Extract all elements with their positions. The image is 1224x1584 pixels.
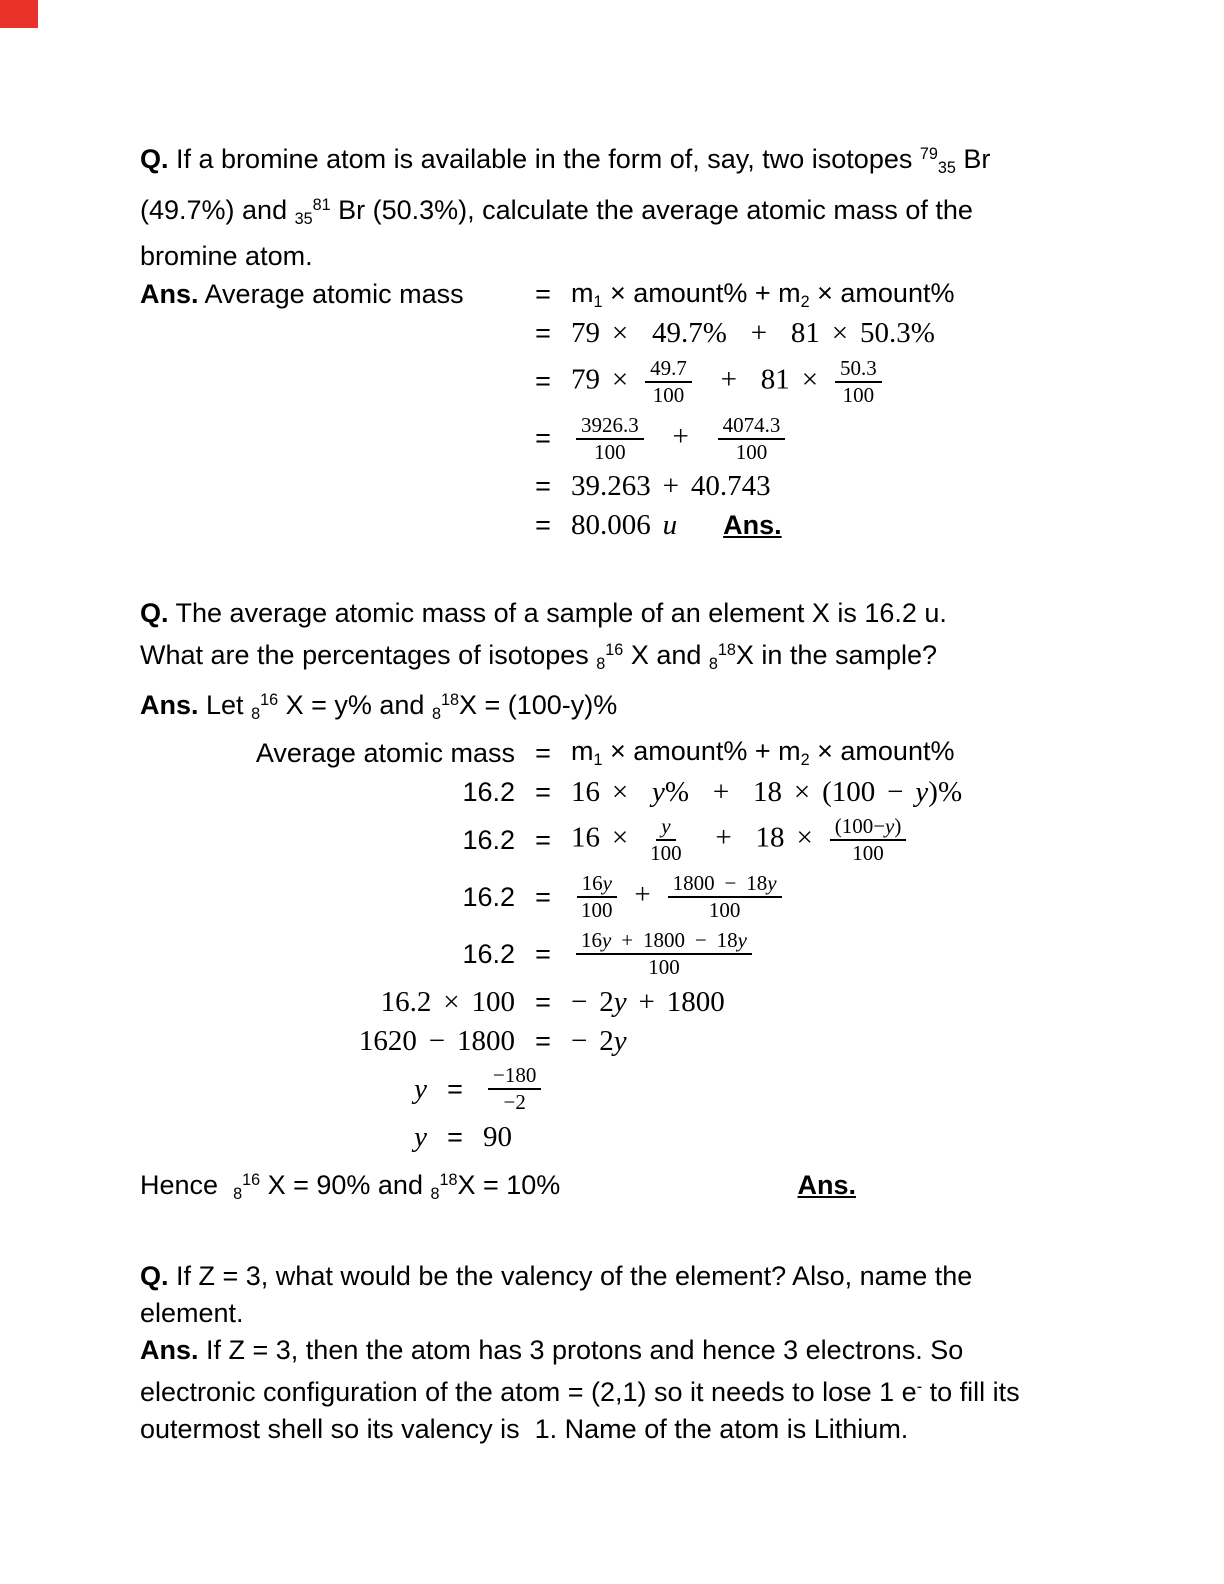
equation-row	[140, 276, 1105, 314]
supscript: 16	[605, 640, 624, 659]
answer-line: Ans. If Z = 3, then the atom has 3 protons and hence 3 electrons. So	[140, 1334, 964, 1365]
math-variable: y	[613, 1024, 627, 1057]
ans-label: Ans.	[797, 1169, 856, 1200]
equation-row	[140, 812, 1105, 868]
corner-marker	[0, 0, 38, 28]
subscript: 35	[937, 158, 956, 177]
equation-lhs	[52, 1073, 427, 1106]
equals-sign: =	[447, 1121, 463, 1152]
bold-text: Q.	[140, 1260, 169, 1291]
equation-rhs: 90	[483, 1120, 512, 1153]
equals-sign: =	[535, 737, 551, 768]
equals-sign: =	[535, 881, 551, 912]
fraction	[576, 413, 644, 465]
conclusion-text: Hence $_8^{16}$ X = 90% and $_8^{18}$X = 10%	[140, 1169, 561, 1203]
equation-lhs: 16.2	[462, 938, 515, 969]
denominator: 100	[650, 841, 682, 866]
equation-lhs: 1620 − 1800	[358, 1024, 515, 1057]
equation-rhs: 79 × 49.7% + 81 × 50.3%	[571, 317, 935, 350]
fraction	[718, 413, 786, 465]
fraction	[835, 356, 882, 408]
bold-text: Ans.	[140, 279, 199, 310]
supscript: 16	[242, 1171, 261, 1190]
question-line: Q. If Z = 3, what would be the valency of the element? Also, name the	[140, 1260, 973, 1291]
subscript: 8	[251, 705, 261, 724]
supscript: 18	[440, 691, 459, 710]
question-line: What are the percentages of isotopes $_8^{16}$ X and $_8^{18}$X in the sample?	[140, 639, 938, 673]
math-variable: y	[661, 814, 671, 839]
equation-rhs: $\frac{16y}{100}$ + $\frac{1800 - 18y}{100}$	[571, 869, 1105, 925]
section-q1	[140, 136, 1105, 545]
fraction	[488, 1063, 541, 1115]
subscript: 8	[233, 1184, 243, 1203]
fraction	[668, 871, 782, 923]
question-line: bromine atom.	[140, 240, 313, 271]
equation-lhs: 16.2	[462, 776, 515, 807]
numerator	[656, 814, 675, 841]
equation-rhs: − 2y + 1800	[571, 985, 725, 1018]
bold-text: Ans.	[140, 690, 199, 721]
subscript: 2	[800, 292, 810, 311]
equation-rhs: 16 × $\frac{y}{100}$ + 18 × $\frac{(100-y)}{100}$	[571, 812, 1105, 868]
equation-rhs: − 2y	[571, 1024, 627, 1057]
equals-sign: =	[535, 318, 551, 349]
supscript: 81	[312, 195, 331, 214]
equation-lhs: 16.2	[462, 881, 515, 912]
equation-row	[140, 869, 1105, 925]
equation-row	[140, 468, 1105, 506]
numerator: 1800 − 18y	[668, 871, 782, 898]
equation-row	[140, 773, 1105, 811]
equation-rhs	[483, 1061, 1017, 1117]
fraction	[830, 814, 907, 866]
supscript: -	[916, 1377, 923, 1396]
numerator: −180	[488, 1063, 541, 1090]
equals-sign: =	[535, 279, 551, 310]
equation-lhs: Ans. Average atomic mass	[140, 279, 464, 310]
supscript: 79	[919, 145, 938, 163]
conclusion-line	[140, 1160, 856, 1214]
equation-row	[52, 1061, 1017, 1117]
math-variable: y	[767, 871, 777, 896]
section-q3	[140, 1258, 1105, 1448]
math-variable: y	[414, 1120, 427, 1153]
equation-lhs	[52, 1121, 427, 1154]
equation-lhs: Average atomic mass	[255, 737, 515, 768]
denominator: 100	[735, 439, 768, 464]
equation-rhs: 39.263 + 40.743	[571, 470, 771, 503]
equation-lhs: 16.2	[462, 824, 515, 855]
equation-row	[140, 354, 1105, 410]
equation-row	[140, 926, 1105, 982]
numerator: 4074.3	[718, 413, 786, 440]
math-variable: y	[414, 1072, 427, 1105]
answer-line: Ans. Let $_8^{16}$ X = y% and $_8^{18}$X = (100-y)%	[140, 690, 618, 724]
numerator: 49.7	[645, 356, 692, 383]
question-line: Q. The average atomic mass of a sample of an element X is 16.2 u.	[140, 597, 947, 628]
equation-lhs: 16.2 × 100	[380, 985, 515, 1018]
equation-row	[140, 734, 1105, 772]
denominator: 100	[594, 439, 626, 464]
answer-line: outermost shell so its valency is 1. Name of the atom is Lithium.	[140, 1413, 909, 1444]
equals-sign: =	[535, 938, 551, 969]
equals-sign: =	[535, 366, 551, 397]
equals-sign: =	[535, 423, 551, 454]
math-variable: y	[652, 775, 665, 808]
equation-row	[140, 983, 1105, 1021]
math-variable: u	[662, 509, 678, 542]
subscript: 35	[294, 209, 313, 228]
document-content	[140, 136, 1105, 1448]
subscript: 8	[430, 1184, 440, 1203]
numerator: (100−y)	[830, 814, 907, 841]
supscript: 18	[717, 640, 736, 659]
numerator: 16y	[577, 871, 617, 898]
section-q2	[140, 595, 1105, 1214]
denominator: 100	[652, 382, 685, 407]
subscript: 1	[593, 292, 603, 311]
supscript: 16	[260, 691, 279, 710]
equation-rhs: $m_1$ × amount% + $m_2$ × amount%	[571, 277, 955, 311]
equation-row	[52, 1118, 1017, 1156]
denominator: −2	[503, 1090, 526, 1115]
denominator: 100	[708, 898, 741, 923]
math-variable: y	[613, 985, 627, 1018]
equals-sign: =	[535, 1025, 551, 1056]
numerator: 50.3	[835, 356, 882, 383]
denominator: 100	[581, 898, 613, 923]
equals-sign: =	[535, 471, 551, 502]
fraction	[576, 928, 752, 980]
question-line: element.	[140, 1297, 244, 1328]
equation-rhs: 80.006 u Ans.	[571, 509, 782, 542]
math-variable: y	[602, 928, 612, 953]
question-line: (49.7%) and $_{35}^{81}$ Br (50.3%), calculate the average atomic mass of the	[140, 194, 973, 228]
bold-text: Q.	[140, 143, 169, 174]
equals-sign: =	[447, 1073, 463, 1104]
subscript: 8	[596, 654, 606, 673]
denominator: 100	[852, 841, 884, 866]
equation-rhs	[571, 926, 1105, 982]
math-variable: y	[737, 928, 747, 953]
math-variable: y	[885, 814, 895, 839]
bold-text: Ans.	[140, 1334, 199, 1365]
equation-rhs: 79 × $\frac{49.7}{100}$ + 81 × $\frac{50.3}{100}$	[571, 354, 1105, 410]
equation-row	[140, 411, 1105, 467]
equals-sign: =	[535, 986, 551, 1017]
denominator: 100	[648, 955, 680, 980]
denominator: 100	[842, 382, 875, 407]
ans-label: Ans.	[723, 510, 782, 541]
fraction	[645, 814, 687, 866]
question-line: Q. If a bromine atom is available in the form of, say, two isotopes $^{79}_{35}$ Br	[140, 143, 991, 177]
fraction	[645, 356, 692, 408]
equals-sign: =	[535, 824, 551, 855]
numerator: 16y + 1800 − 18y	[576, 928, 752, 955]
numerator: 3926.3	[576, 413, 644, 440]
equation-row	[140, 315, 1105, 353]
equation-rhs: 16 × y% + 18 × (100 − y)%	[571, 775, 963, 808]
bold-text: Q.	[140, 597, 169, 628]
subscript: 1	[593, 750, 603, 769]
equation-rhs: $m_1$ × amount% + $m_2$ × amount%	[571, 736, 955, 769]
subscript: 8	[708, 654, 718, 673]
equals-sign: =	[535, 776, 551, 807]
fraction	[576, 871, 618, 923]
equation-rhs: $\frac{3926.3}{100}$ + $\frac{4074.3}{100}$	[571, 411, 1105, 467]
answer-line: electronic configuration of the atom = (2,1) so it needs to lose 1 e- to fill its	[140, 1376, 1020, 1407]
supscript: 18	[439, 1171, 458, 1190]
math-variable: y	[602, 871, 612, 896]
equation-row	[140, 507, 1105, 545]
equals-sign: =	[535, 510, 551, 541]
subscript: 8	[431, 705, 441, 724]
subscript: 2	[800, 750, 810, 769]
equation-row	[140, 1022, 1105, 1060]
math-variable: y	[915, 775, 929, 808]
